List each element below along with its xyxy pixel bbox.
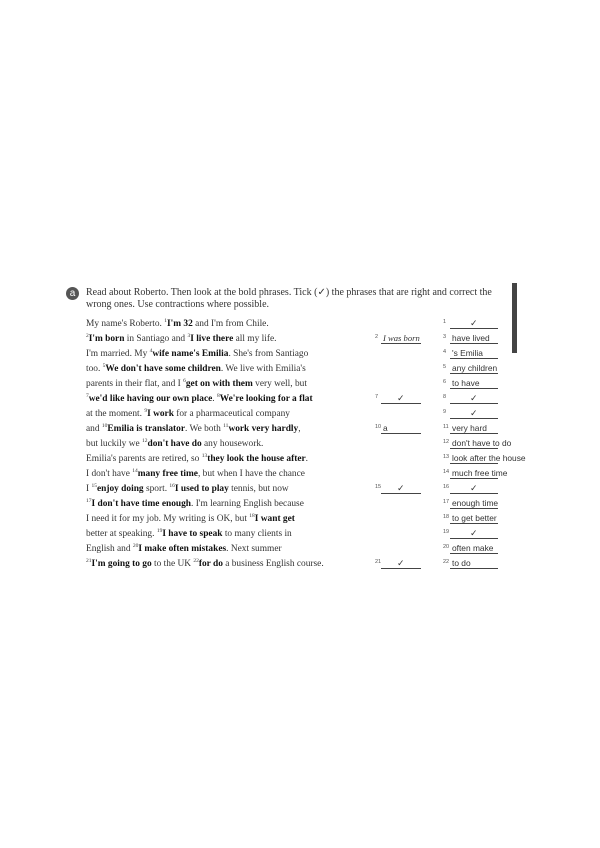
story-text-run: English and: [86, 544, 133, 554]
answer-number: 6: [443, 379, 447, 385]
phrase-number: 2: [86, 332, 89, 339]
story-text-run: . We live with Emilia's: [220, 364, 306, 374]
phrase-number: 4: [149, 347, 153, 354]
tick-mark: ✓: [397, 483, 405, 493]
story-line: [86, 363, 306, 375]
story-text-run: in Santiago and: [124, 334, 188, 344]
handwritten-answer: to have: [452, 378, 480, 388]
story-text-run: a business English course.: [222, 559, 324, 569]
phrase-number: 5: [102, 362, 106, 369]
phrase-number: 7: [86, 392, 89, 399]
answer-number: 11: [443, 424, 449, 430]
bold-phrase: I'm born: [88, 334, 125, 344]
tick-mark: ✓: [470, 528, 478, 538]
handwritten-answer: 's Emilia: [452, 348, 483, 358]
story-text-run: to the UK: [151, 559, 194, 569]
bold-phrase: I used to play: [174, 484, 229, 494]
phrase-number: 9: [144, 407, 148, 414]
story-line: [86, 483, 289, 495]
handwritten-answer: have lived: [452, 333, 490, 343]
story-text-run: but luckily we: [86, 439, 142, 449]
tick-mark: ✓: [470, 393, 478, 403]
bold-phrase: I don't have time enough: [91, 499, 191, 509]
tick-mark: ✓: [470, 483, 478, 493]
story-line: [86, 378, 307, 390]
bold-phrase: We're looking for a flat: [219, 394, 313, 404]
story-text-run: any housework.: [201, 439, 264, 449]
answer-number: 3: [443, 334, 447, 340]
answer-number: 10: [375, 424, 382, 430]
phrase-number: 19: [156, 527, 163, 534]
story-text-run: . She's from Santiago: [228, 349, 309, 359]
story-line: [86, 348, 308, 360]
phrase-number: 6: [183, 377, 186, 384]
story-line: [86, 333, 276, 345]
handwritten-answer: to do: [452, 558, 471, 568]
bold-phrase: work very hardly: [228, 424, 299, 434]
phrase-number: 10: [101, 422, 108, 429]
bold-phrase: they look the house after: [207, 454, 306, 464]
phrase-number: 13: [201, 452, 208, 459]
handwritten-answer: to get better: [452, 513, 497, 523]
story-line: [86, 423, 301, 435]
story-text-run: My name's Roberto.: [86, 319, 165, 329]
handwritten-answer: a: [383, 423, 388, 433]
phrase-number: 15: [91, 482, 97, 489]
answer-number: 5: [443, 364, 447, 370]
story-text-run: . I'm learning English because: [191, 499, 304, 509]
bold-phrase: I'm going to go: [91, 559, 152, 569]
tick-mark: ✓: [397, 558, 405, 568]
answer-number: 4: [443, 349, 447, 355]
bold-phrase: I live there: [190, 334, 234, 344]
answer-number: 18: [443, 514, 450, 520]
phrase-number: 3: [187, 332, 191, 339]
phrase-number: 14: [132, 467, 138, 474]
story-text-run: .: [305, 454, 308, 464]
bold-phrase: I make often mistakes: [138, 544, 227, 554]
handwritten-answer: any children: [452, 363, 498, 373]
story-text-run: tennis, but now: [228, 484, 289, 494]
story-text-run: parents in their flat, and I: [86, 379, 184, 389]
exercise-badge: a: [66, 287, 79, 300]
story-text-run: to many clients in: [222, 529, 292, 539]
story-line: [86, 543, 282, 555]
story-text-run: ,: [298, 424, 301, 434]
story-text-run: for a pharmaceutical company: [173, 409, 290, 419]
story-text-run: I'm married. My: [86, 349, 150, 359]
answer-number: 13: [443, 454, 450, 460]
story-text-run: very well, but: [252, 379, 307, 389]
story-line: [86, 393, 313, 405]
answer-number: 14: [443, 469, 450, 475]
tick-mark: ✓: [397, 393, 405, 403]
tick-mark: ✓: [470, 408, 478, 418]
answer-number: 15: [375, 484, 382, 490]
bold-phrase: we'd like having our own place: [88, 394, 213, 404]
phrase-number: 20: [132, 542, 139, 549]
bold-phrase: get on with them: [185, 379, 253, 389]
bold-phrase: many free time: [137, 469, 198, 479]
answer-number: 17: [443, 499, 450, 505]
story-line: [86, 513, 295, 525]
handwritten-answer: often make: [452, 543, 494, 553]
story-line: [86, 453, 308, 465]
story-text-run: all my life.: [233, 334, 277, 344]
phrase-number: 17: [86, 497, 92, 504]
bold-phrase: wife name's Emilia: [152, 349, 229, 359]
tick-mark: ✓: [470, 318, 478, 328]
story-line: [86, 318, 269, 330]
phrase-number: 11: [223, 422, 229, 429]
story-text-run: sport.: [143, 484, 170, 494]
answer-number: 7: [375, 394, 379, 400]
story-text-run: Emilia's parents are retired, so: [86, 454, 202, 464]
bold-phrase: enjoy doing: [96, 484, 144, 494]
bold-phrase: I have to speak: [162, 529, 223, 539]
story-text-run: and: [86, 424, 102, 434]
phrase-number: 18: [249, 512, 255, 519]
story-text-run: .: [212, 394, 217, 404]
answer-number: 16: [443, 484, 450, 490]
answer-number: 8: [443, 394, 447, 400]
bold-phrase: I work: [147, 409, 174, 419]
phrase-number: 16: [169, 482, 175, 489]
story-line: [86, 468, 305, 480]
story-text-run: and I'm from Chile.: [192, 319, 269, 329]
story-text-run: too.: [86, 364, 103, 374]
answer-number: 1: [443, 319, 447, 325]
bold-phrase: I'm 32: [167, 319, 193, 329]
story-line: [86, 498, 304, 510]
story-line: [86, 528, 292, 540]
phrase-number: 22: [193, 557, 199, 564]
story-line: [86, 558, 324, 570]
phrase-number: 1: [164, 317, 167, 324]
story-text-run: , but when I have the chance: [197, 469, 305, 479]
answer-number: 2: [375, 334, 379, 340]
handwritten-answer: enough time: [452, 498, 499, 508]
answer-number: 9: [443, 409, 447, 415]
answer-number: 12: [443, 439, 450, 445]
answer-number: 20: [443, 544, 450, 550]
bold-phrase: I want get: [254, 514, 295, 524]
story-line: [86, 408, 290, 420]
story-text-run: I don't have: [86, 469, 133, 479]
handwritten-answer: I was born: [383, 333, 420, 343]
story-text-run: at the moment.: [86, 409, 145, 419]
story-text-run: better at speaking.: [86, 529, 157, 539]
bold-phrase: Emilia is translator: [107, 424, 185, 434]
page-edge-mark: [512, 283, 517, 353]
story-text-run: . Next summer: [226, 544, 282, 554]
handwritten-answer: don't have to do: [452, 438, 512, 448]
bold-phrase: for do: [198, 559, 223, 569]
phrase-number: 21: [86, 557, 92, 564]
story-text-run: I need it for my job. My writing is OK, but: [86, 514, 250, 524]
story-text-run: . We both: [185, 424, 224, 434]
story-line: [86, 438, 263, 450]
story-text-run: I: [86, 484, 92, 494]
answer-number: 22: [443, 559, 450, 565]
exercise-instructions: Read about Roberto. Then look at the bold phrases. Tick (✓) the phrases that are right and correct the wrong ones. Use contractions where possible.: [86, 287, 492, 310]
phrase-number: 8: [216, 392, 220, 399]
handwritten-answer: very hard: [452, 423, 487, 433]
handwritten-answer: much free time: [452, 468, 508, 478]
handwritten-answer: look after the house: [452, 453, 526, 463]
answer-number: 19: [443, 529, 450, 535]
phrase-number: 12: [141, 437, 148, 444]
answer-number: 21: [375, 559, 382, 565]
bold-phrase: We don't have some children: [105, 364, 221, 374]
bold-phrase: don't have do: [147, 439, 202, 449]
